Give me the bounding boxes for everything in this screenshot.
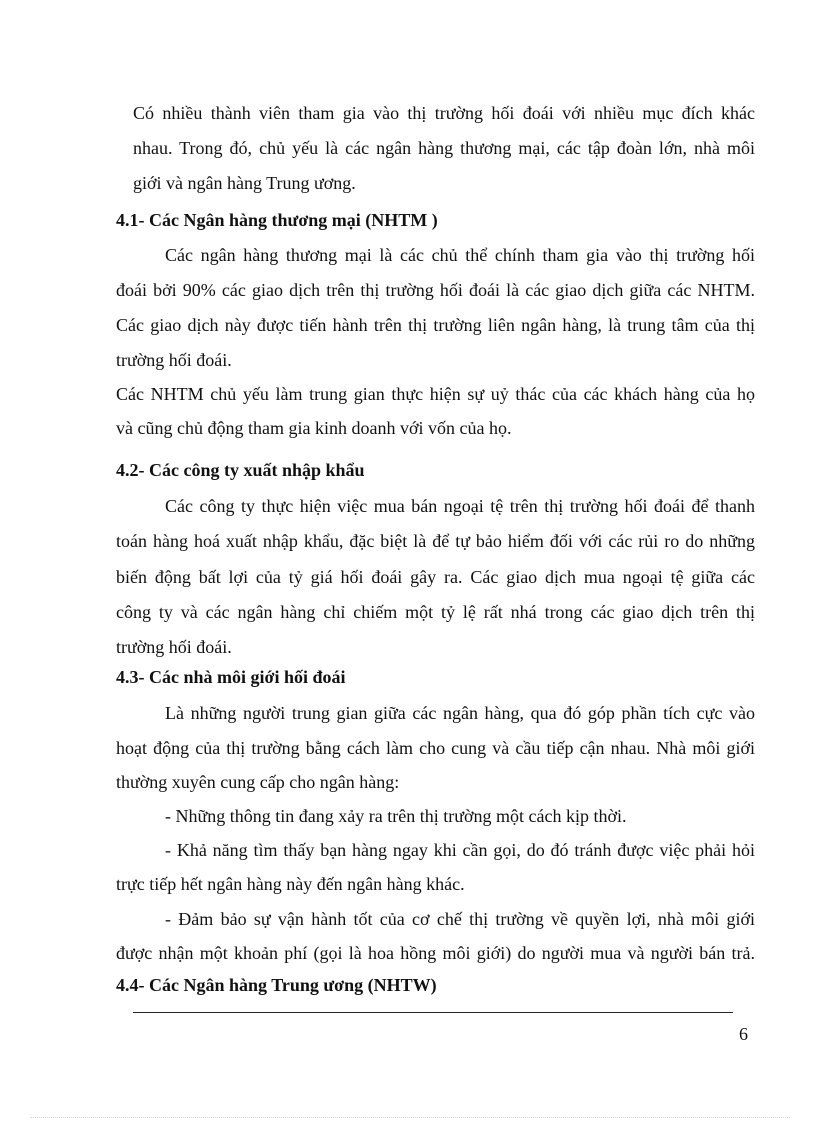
section-heading-4-2: 4.2- Các công ty xuất nhập khẩu <box>116 460 365 480</box>
s2-line-5: trường hối đoái. <box>116 637 232 657</box>
intro-line-1: Có nhiều thành viên tham gia vào thị trường hối đoái với nhiều mục đích khác <box>133 103 755 123</box>
s1-line-4: trường hối đoái. <box>116 350 232 370</box>
s1-line-3: Các giao dịch này được tiến hành trên thị trường liên ngân hàng, là trung tâm của thị <box>116 315 755 335</box>
s3-line-1: Là những người trung gian giữa các ngân hàng, qua đó góp phần tích cực vào <box>165 703 755 723</box>
s1-line-6: và cũng chủ động tham gia kinh doanh với vốn của họ. <box>116 418 512 438</box>
section-heading-4-1: 4.1- Các Ngân hàng thương mại (NHTM ) <box>116 210 438 230</box>
s3-bullet-2-cont: trực tiếp hết ngân hàng này đến ngân hàng khác. <box>116 874 465 894</box>
s1-line-1: Các ngân hàng thương mại là các chủ thể chính tham gia vào thị trường hối <box>165 245 755 265</box>
s3-bullet-3-cont: được nhận một khoản phí (gọi là hoa hồng môi giới) do người mua và người bán trả. <box>116 943 755 963</box>
intro-line-3: giới và ngân hàng Trung ương. <box>133 173 356 193</box>
s3-line-3: thường xuyên cung cấp cho ngân hàng: <box>116 772 400 792</box>
page-number: 6 <box>739 1024 748 1044</box>
intro-line-2: nhau. Trong đó, chủ yếu là các ngân hàng thương mại, các tập đoàn lớn, nhà môi <box>133 138 755 158</box>
s3-bullet-1: - Những thông tin đang xảy ra trên thị trường một cách kịp thời. <box>165 806 627 826</box>
s3-bullet-2: - Khả năng tìm thấy bạn hàng ngay khi cần gọi, do đó tránh được việc phải hỏi <box>165 840 755 860</box>
s1-line-2: đoái bởi 90% các giao dịch trên thị trường hối đoái là các giao dịch giữa các NHTM. <box>116 280 755 300</box>
page-edge-dotted-line <box>30 1117 790 1118</box>
s2-line-4: công ty và các ngân hàng chỉ chiếm một tỷ lệ rất nhá trong các giao dịch trên thị <box>116 602 755 622</box>
section-heading-4-3: 4.3- Các nhà môi giới hối đoái <box>116 667 346 687</box>
s2-line-1: Các công ty thực hiện việc mua bán ngoại tệ trên thị trường hối đoái để thanh <box>165 496 755 516</box>
s2-line-3: biến động bất lợi của tỷ giá hối đoái gây ra. Các giao dịch mua ngoại tệ giữa các <box>116 567 755 587</box>
section-heading-4-4: 4.4- Các Ngân hàng Trung ương (NHTW) <box>116 975 437 995</box>
s3-bullet-3: - Đảm bảo sự vận hành tốt của cơ chế thị trường về quyền lợi, nhà môi giới <box>165 909 755 929</box>
footer-rule <box>133 1012 733 1013</box>
s1-line-5: Các NHTM chủ yếu làm trung gian thực hiện sự uỷ thác của các khách hàng của họ <box>116 384 755 404</box>
s2-line-2: toán hàng hoá xuất nhập khẩu, đặc biệt là để tự bảo hiểm đối với các rủi ro do những <box>116 531 755 551</box>
s3-line-2: hoạt động của thị trường bằng cách làm cho cung và cầu tiếp cận nhau. Nhà môi giới <box>116 738 755 758</box>
